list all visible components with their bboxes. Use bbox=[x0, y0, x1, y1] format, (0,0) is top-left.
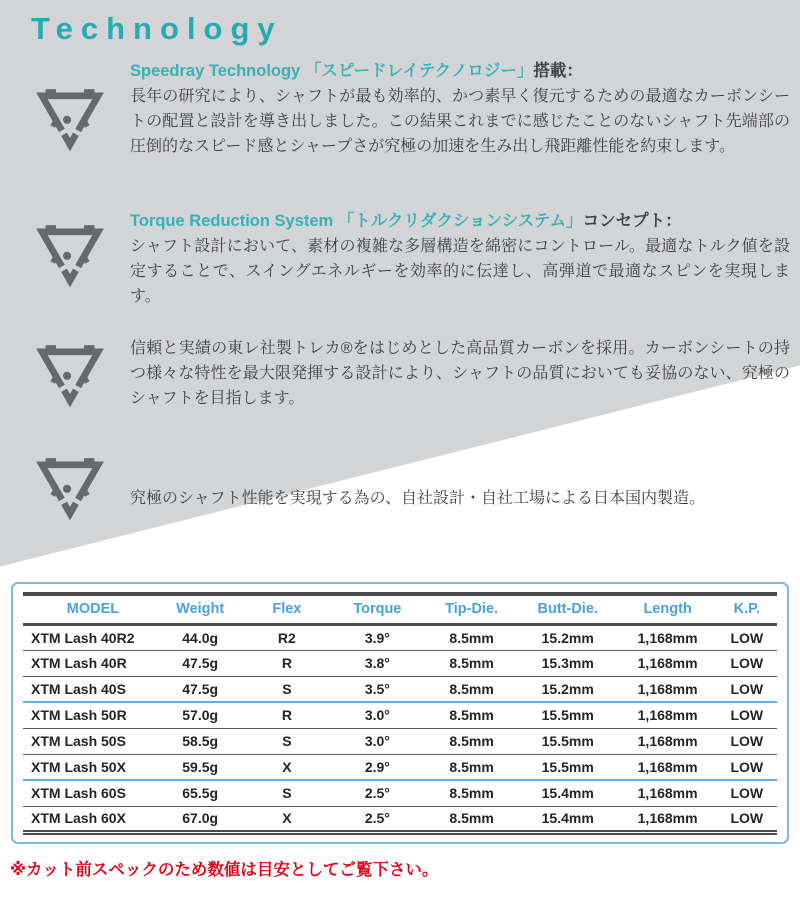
spec-cell: 47.5g bbox=[155, 676, 245, 702]
spec-cell: 2.5° bbox=[328, 806, 426, 832]
spec-cell: XTM Lash 40R2 bbox=[31, 629, 135, 646]
spec-cell: 58.5g bbox=[155, 728, 245, 754]
tech-section bbox=[130, 210, 790, 309]
spec-cell: XTM Lash 40S bbox=[23, 676, 155, 702]
spec-cell: 15.2mm bbox=[541, 629, 594, 646]
tech-section bbox=[130, 486, 790, 511]
table-row bbox=[23, 806, 777, 832]
spec-cell: 8.5mm bbox=[426, 702, 516, 728]
spec-cell: XTM Lash 50S bbox=[23, 728, 155, 754]
tech-section bbox=[130, 336, 790, 411]
spec-cell: 3.9° bbox=[364, 629, 390, 646]
section-body: 長年の研究により、シャフトが最も効率的、かつ素早く復元するための最適なカーボンシートの配置と設計を導き出しました。この結果これまでに感じたことのないシャフト先端部の圧倒的なスピード感とシャープさが究極の加速を生み出し飛距離性能を約束します。 bbox=[130, 88, 790, 155]
column-header-length: Length bbox=[619, 594, 717, 624]
spec-cell: 15.5mm bbox=[517, 702, 619, 728]
section-heading-suffix: 搭載： bbox=[533, 62, 583, 80]
spec-cell: 8.5mm bbox=[426, 676, 516, 702]
spec-cell: 8.5mm bbox=[426, 754, 516, 780]
column-header-torque: Torque bbox=[328, 594, 426, 624]
spec-cell: 3.5° bbox=[328, 676, 426, 702]
section-heading bbox=[130, 60, 790, 82]
spec-cell: 67.0g bbox=[155, 806, 245, 832]
spec-cell: R bbox=[245, 702, 328, 728]
column-header-kp: K.P. bbox=[717, 594, 777, 624]
spec-cell: XTM Lash 60S bbox=[23, 780, 155, 806]
spec-cell: 1,168mm bbox=[619, 780, 717, 806]
spec-cell: 3.0° bbox=[328, 702, 426, 728]
spec-cell: 8.5mm bbox=[449, 629, 494, 646]
spec-cell: XTM Lash 50X bbox=[23, 754, 155, 780]
spec-cell: R bbox=[245, 650, 328, 676]
spec-cell: XTM Lash 40R bbox=[23, 650, 155, 676]
spec-cell: 8.5mm bbox=[426, 780, 516, 806]
spec-cell: 2.9° bbox=[328, 754, 426, 780]
spec-cell: 8.5mm bbox=[426, 650, 516, 676]
spec-cell: S bbox=[245, 780, 328, 806]
spec-cell: LOW bbox=[717, 806, 777, 832]
spec-cell: 8.5mm bbox=[426, 728, 516, 754]
brand-triangle-icon bbox=[33, 340, 107, 408]
spec-cell: 2.5° bbox=[328, 780, 426, 806]
column-header-flex: Flex bbox=[245, 594, 328, 624]
spec-cell: 1,168mm bbox=[619, 806, 717, 832]
spec-cell: 15.5mm bbox=[517, 754, 619, 780]
spec-cell: LOW bbox=[717, 728, 777, 754]
spec-cell: 8.5mm bbox=[426, 806, 516, 832]
brand-triangle-icon bbox=[33, 453, 107, 521]
brand-triangle-icon bbox=[33, 84, 107, 152]
spec-cell: X bbox=[245, 754, 328, 780]
table-row bbox=[23, 780, 777, 806]
column-header-model: MODEL bbox=[23, 594, 155, 624]
page-title: Technology bbox=[31, 11, 283, 46]
spec-cell: 1,168mm bbox=[619, 650, 717, 676]
spec-cell: R2 bbox=[277, 629, 296, 646]
spec-cell: 44.0g bbox=[182, 629, 219, 646]
spec-cell: 3.0° bbox=[328, 728, 426, 754]
spec-cell: 15.3mm bbox=[517, 650, 619, 676]
tech-section bbox=[130, 60, 790, 159]
spec-cell: 15.4mm bbox=[517, 806, 619, 832]
spec-cell: 1,168mm bbox=[619, 728, 717, 754]
column-header-tipdie: Tip-Die. bbox=[426, 594, 516, 624]
section-heading-teal: Torque Reduction System 「トルクリダクションシステム」 bbox=[130, 212, 583, 230]
section-body: 信頼と実績の東レ社製トレカ®をはじめとした高品質カーボンを採用。カーボンシートの持つ様々な特性を最大限発揮する設計により、シャフトの品質においても妥協のない、究極のシャフトを目指します。 bbox=[130, 340, 790, 407]
spec-cell: S bbox=[245, 676, 328, 702]
table-row bbox=[23, 624, 777, 650]
spec-cell: 15.2mm bbox=[517, 676, 619, 702]
section-heading bbox=[130, 210, 790, 232]
spec-cell: S bbox=[245, 728, 328, 754]
table-header-row bbox=[23, 594, 777, 624]
table-row bbox=[23, 650, 777, 676]
spec-cell: 57.0g bbox=[155, 702, 245, 728]
table-row bbox=[23, 754, 777, 780]
spec-table bbox=[11, 582, 789, 844]
spec-cell: XTM Lash 60X bbox=[23, 806, 155, 832]
spec-cell: 65.5g bbox=[155, 780, 245, 806]
section-body: シャフト設計において、素材の複雑な多層構造を綿密にコントロール。最適なトルク値を設定することで、スイングエネルギーを効率的に伝達し、高弾道で最適なスピンを実現します。 bbox=[130, 238, 790, 305]
table-row bbox=[23, 728, 777, 754]
spec-footnote: ※カット前スペックのため数値は目安としてご覧下さい。 bbox=[10, 861, 439, 879]
spec-cell: 47.5g bbox=[155, 650, 245, 676]
section-heading-teal: Speedray Technology 「スピードレイテクノロジー」 bbox=[130, 62, 534, 80]
section-heading-suffix: コンセプト： bbox=[582, 212, 682, 230]
spec-cell: 3.8° bbox=[328, 650, 426, 676]
column-header-weight: Weight bbox=[155, 594, 245, 624]
spec-cell: LOW bbox=[717, 754, 777, 780]
brand-triangle-icon bbox=[33, 220, 107, 288]
spec-cell: 59.5g bbox=[155, 754, 245, 780]
spec-table-grid bbox=[23, 592, 777, 835]
spec-cell: X bbox=[245, 806, 328, 832]
table-row bbox=[23, 702, 777, 728]
spec-cell: 15.5mm bbox=[517, 728, 619, 754]
spec-cell: LOW bbox=[717, 650, 777, 676]
spec-cell: 1,168mm bbox=[619, 702, 717, 728]
spec-cell: LOW bbox=[717, 676, 777, 702]
spec-cell: 1,168mm bbox=[619, 676, 717, 702]
spec-cell: 1,168mm bbox=[637, 629, 698, 646]
spec-cell: LOW bbox=[717, 702, 777, 728]
column-header-buttdie: Butt-Die. bbox=[517, 594, 619, 624]
spec-cell: XTM Lash 50R bbox=[23, 702, 155, 728]
spec-cell: 1,168mm bbox=[619, 754, 717, 780]
spec-cell: LOW bbox=[717, 780, 777, 806]
spec-cell: 15.4mm bbox=[517, 780, 619, 806]
section-body: 究極のシャフト性能を実現する為の、自社設計・自社工場による日本国内製造。 bbox=[130, 490, 706, 507]
table-row bbox=[23, 676, 777, 702]
spec-cell: LOW bbox=[730, 629, 764, 646]
